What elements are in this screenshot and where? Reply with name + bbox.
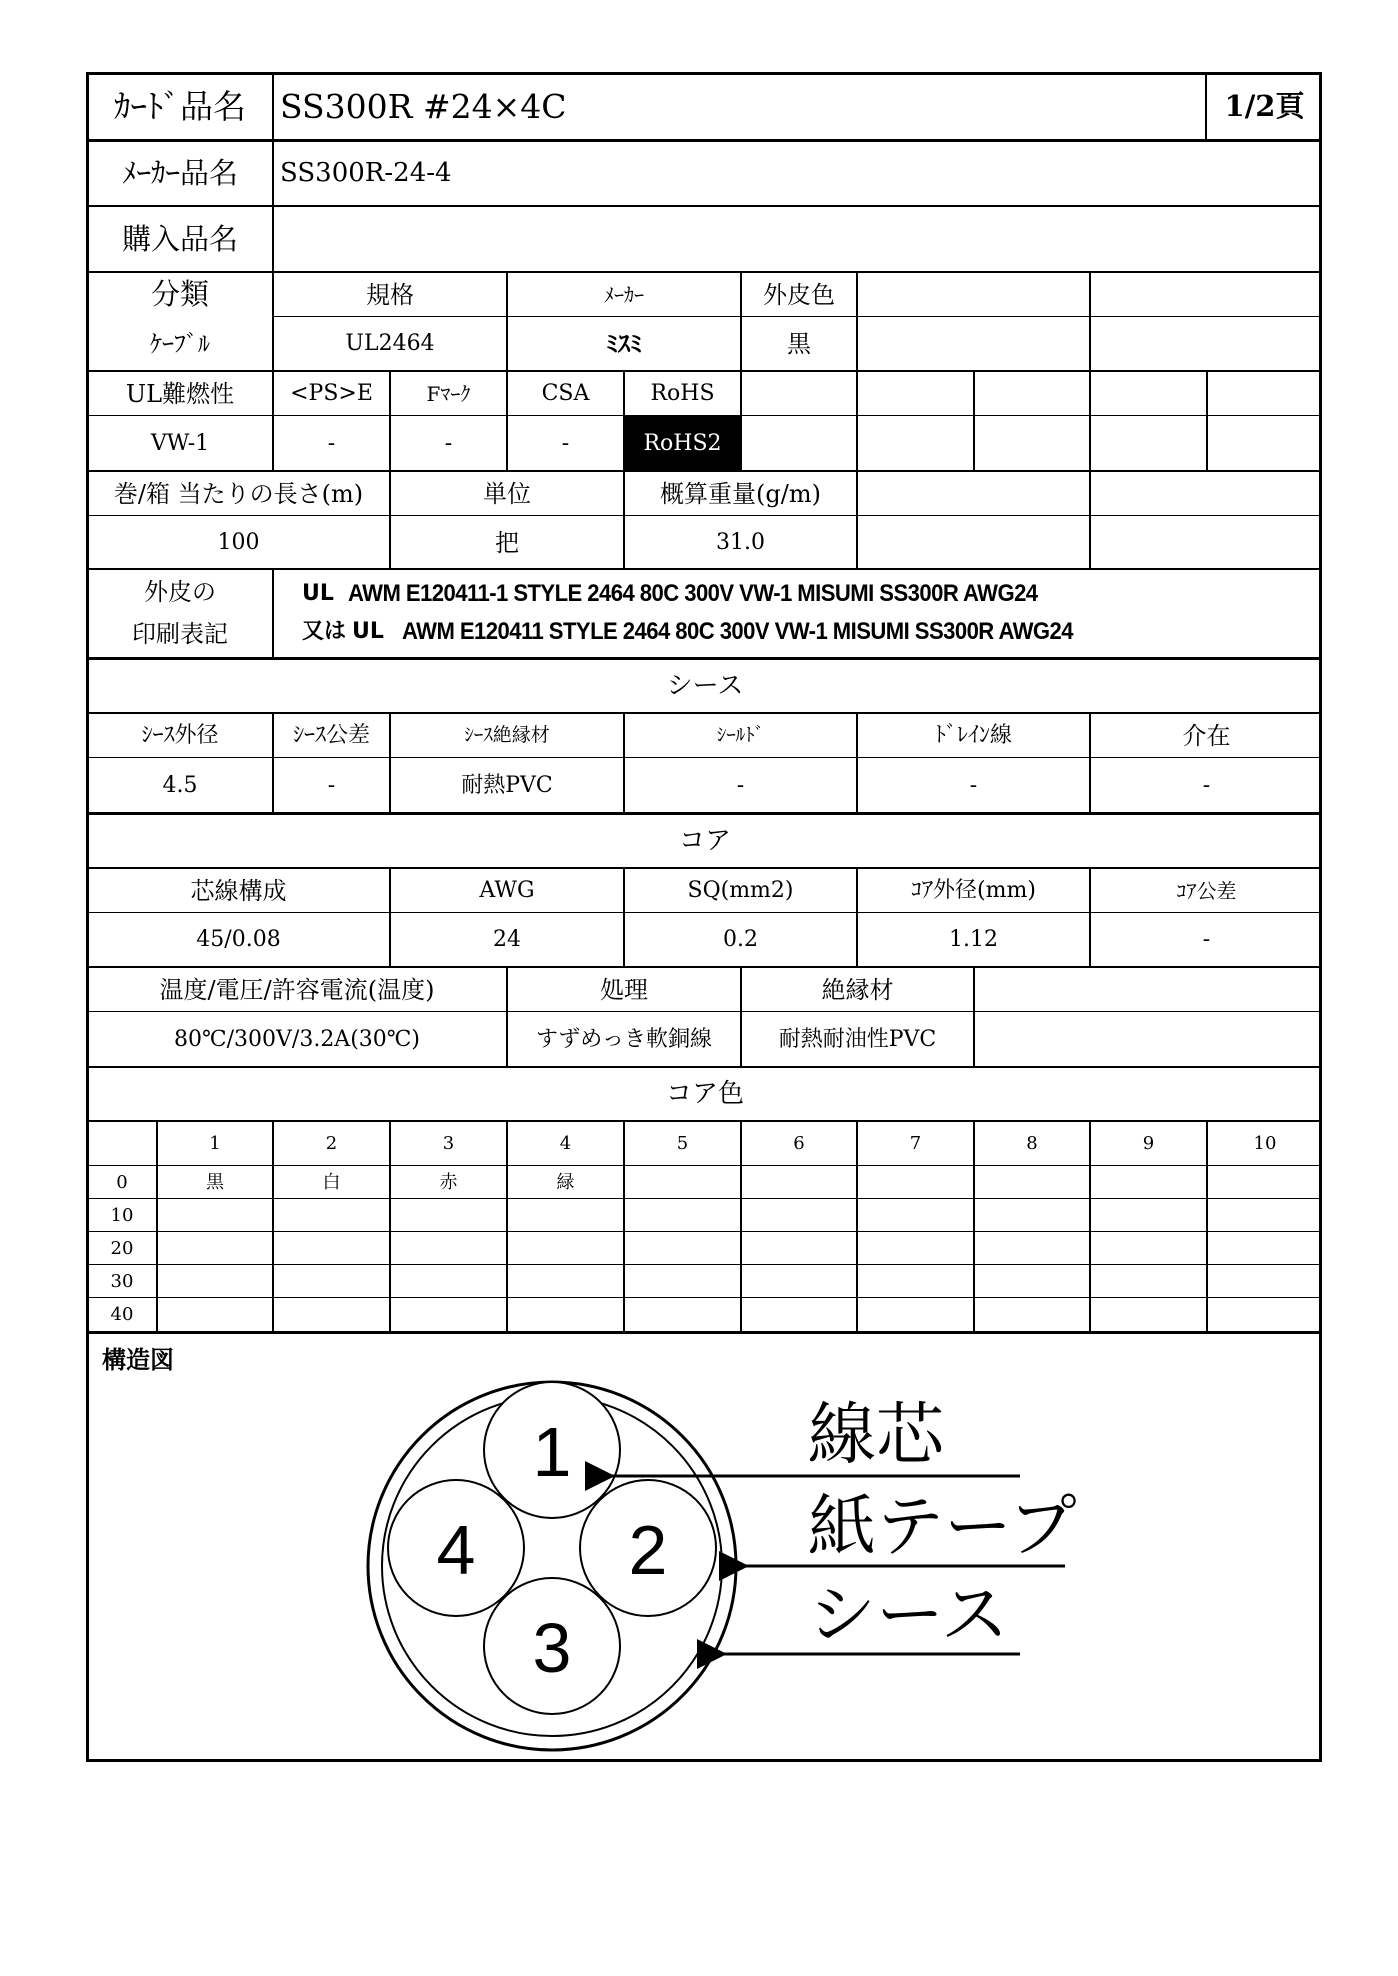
card-name-label: ｶｰﾄﾞ品名 — [114, 87, 246, 126]
sheath-section-title: シース — [666, 671, 744, 701]
printing-text-1: AWM E120411-1 STYLE 2464 80C 300V VW-1 MISUMI SS300R AWG24 — [347, 580, 1038, 607]
color-column-3: 3 — [442, 1132, 455, 1154]
maker-name-value: SS300R-24-4 — [280, 158, 452, 188]
sheath-insulation-value: 耐熱PVC — [461, 772, 553, 798]
sq-value: 0.2 — [723, 927, 758, 952]
jacket-color-value: 黒 — [787, 330, 811, 358]
color-cell: 赤 — [439, 1171, 458, 1193]
maker-header: ﾒｰｶｰ — [604, 282, 644, 307]
color-column-2: 2 — [325, 1132, 338, 1154]
csa-header: CSA — [541, 380, 590, 406]
maker-name-label: ﾒｰｶｰ品名 — [121, 155, 238, 190]
weight-value: 31.0 — [716, 529, 765, 555]
insulation-header: 絶縁材 — [821, 975, 894, 1004]
color-column-7: 7 — [909, 1132, 922, 1154]
core-number-3: 3 — [532, 1609, 572, 1687]
temp-voltage-header: 温度/電圧/許容電流(温度) — [159, 975, 435, 1004]
core-tolerance-header: ｺｱ公差 — [1176, 878, 1237, 903]
sheath-insulation-header: ｼｰｽ絶縁材 — [464, 724, 550, 746]
color-column-9: 9 — [1142, 1132, 1155, 1154]
paper-tape-label: 紙テープ — [808, 1488, 1077, 1567]
conductor-value: 45/0.08 — [196, 927, 281, 952]
sheath-od-header: ｼｰｽ外径 — [141, 722, 219, 748]
color-column-1: 1 — [209, 1132, 221, 1154]
drain-wire-value: - — [969, 772, 978, 798]
purchase-name-label: 購入品名 — [121, 221, 238, 256]
page-number: 1/2頁 — [1224, 89, 1305, 123]
treatment-value: すずめっき軟銅線 — [535, 1026, 712, 1052]
conductor-label: 線芯 — [808, 1396, 945, 1475]
color-column-5: 5 — [676, 1132, 689, 1154]
conductor-header: 芯線構成 — [190, 876, 287, 905]
core-number-1: 1 — [532, 1413, 572, 1491]
pse-value: - — [327, 430, 336, 456]
classification-header: 分類 — [150, 277, 209, 311]
rohs-value: RoHS2 — [643, 430, 722, 456]
card-name-value: SS300R #24×4C — [280, 87, 567, 126]
treatment-header: 処理 — [600, 975, 648, 1004]
color-cell: 白 — [322, 1171, 341, 1193]
core-od-value: 1.12 — [949, 927, 998, 952]
awg-header: AWG — [479, 877, 535, 903]
sheath-tolerance-value: - — [327, 772, 336, 798]
awg-value: 24 — [493, 927, 521, 952]
core-od-header: ｺｱ外径(mm) — [911, 877, 1036, 903]
ul-mark-icon: UL — [302, 581, 334, 606]
core-number-4: 4 — [436, 1511, 476, 1589]
maker-value: ﾐｽﾐ — [606, 329, 642, 358]
color-row-label: 20 — [110, 1237, 134, 1259]
length-per-roll-value: 100 — [217, 529, 260, 555]
length-per-roll-header: 巻/箱 当たりの長さ(m) — [113, 479, 364, 508]
ul-mark-icon-2: UL — [352, 619, 384, 644]
color-row-label: 40 — [110, 1303, 134, 1325]
color-row-label: 30 — [110, 1270, 134, 1292]
printing-text-2: AWM E120411 STYLE 2464 80C 300V VW-1 MISUMI SS300R AWG24 — [401, 618, 1073, 645]
sheath-label: シース — [808, 1576, 1009, 1655]
jacket-color-header: 外皮色 — [763, 280, 835, 309]
weight-header: 概算重量(g/m) — [660, 479, 821, 508]
color-column-6: 6 — [793, 1132, 805, 1154]
color-row-label: 0 — [116, 1171, 128, 1193]
classification-value: ｹｰﾌﾞﾙ — [150, 330, 210, 358]
ul-flame-header: UL難燃性 — [125, 379, 235, 408]
core-section-title: コア — [678, 826, 731, 856]
csa-value: - — [561, 430, 570, 456]
core-colors-title: コア色 — [665, 1079, 744, 1109]
rohs-header: RoHS — [650, 380, 715, 406]
drain-wire-header: ﾄﾞﾚｲﾝ線 — [934, 722, 1012, 748]
or-prefix: 又は — [302, 619, 347, 644]
f-mark-value: - — [444, 430, 453, 456]
color-cell: 黒 — [206, 1171, 224, 1193]
standard-value: UL2464 — [345, 331, 435, 356]
color-column-8: 8 — [1026, 1132, 1038, 1154]
sheath-od-value: 4.5 — [162, 772, 198, 798]
standard-header: 規格 — [366, 280, 414, 309]
sheath-tolerance-header: ｼｰｽ公差 — [292, 722, 370, 748]
printing-label-line2: 印刷表記 — [132, 620, 228, 648]
color-column-10: 10 — [1253, 1132, 1277, 1154]
filler-value: - — [1202, 772, 1211, 798]
shield-header: ｼｰﾙﾄﾞ — [716, 724, 765, 746]
insulation-value: 耐熱耐油性PVC — [778, 1026, 937, 1052]
printing-label-line1: 外皮の — [144, 578, 216, 606]
core-tolerance-value: - — [1202, 927, 1211, 952]
sq-header: SQ(mm2) — [687, 877, 794, 903]
color-column-4: 4 — [559, 1132, 572, 1154]
structure-title: 構造図 — [102, 1345, 174, 1374]
core-number-2: 2 — [628, 1511, 668, 1589]
unit-value: 把 — [495, 528, 519, 557]
shield-value: - — [736, 772, 745, 798]
pse-header: <PS>E — [290, 380, 373, 406]
color-row-label: 10 — [110, 1204, 134, 1226]
ul-flame-value: VW-1 — [150, 430, 210, 456]
color-cell: 緑 — [556, 1171, 575, 1193]
temp-voltage-value: 80℃/300V/3.2A(30℃) — [174, 1026, 420, 1052]
unit-header: 単位 — [483, 479, 531, 508]
f-mark-header: Fﾏｰｸ — [426, 381, 471, 406]
filler-header: 介在 — [1182, 721, 1231, 750]
